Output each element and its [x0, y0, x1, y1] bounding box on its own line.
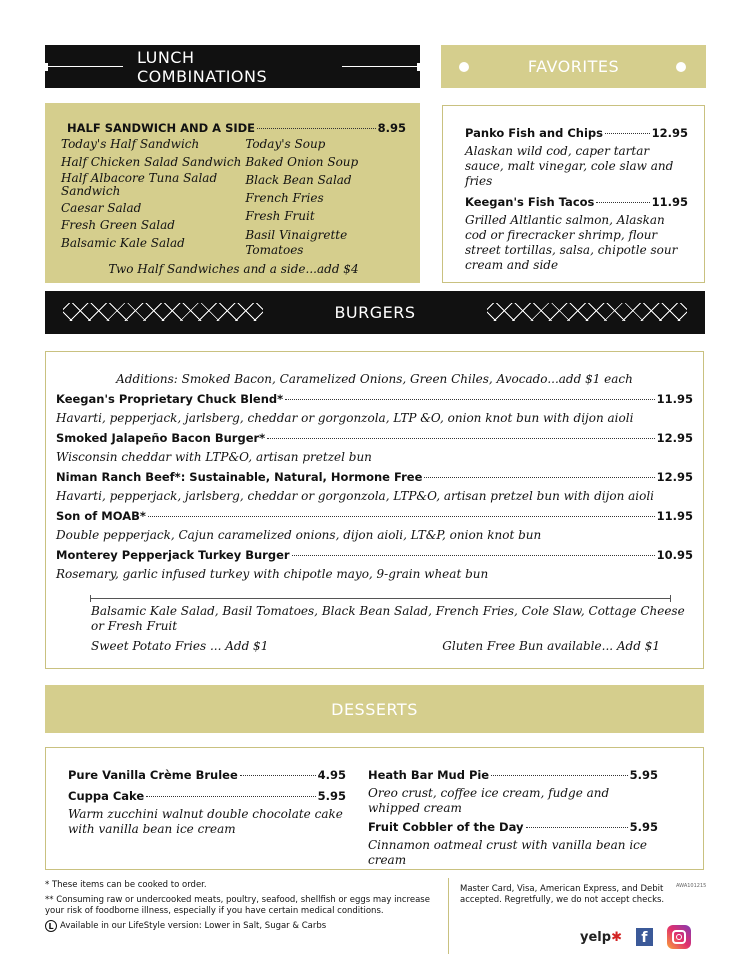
item-price: 12.95	[651, 126, 688, 140]
burgers-header	[45, 291, 705, 334]
item-description: Alaskan wild cod, caper tartar sauce, malt vinegar, cole slaw and fries	[465, 144, 674, 188]
item-name: Panko Fish and Chips	[465, 126, 603, 140]
item-name: Monterey Pepperjack Turkey Burger	[56, 548, 290, 562]
item-name: Fruit Cobbler of the Day	[368, 820, 524, 834]
menu-code: AWA101215	[676, 883, 707, 889]
item-description: Warm zucchini walnut double chocolate cake with vanilla bean ice cream	[68, 807, 343, 836]
item-price: 11.95	[656, 509, 693, 523]
lunch-right-list	[245, 137, 406, 258]
item-price: 5.95	[629, 820, 658, 834]
item-description: Oreo crust, coffee ice cream, fudge and whipped cream	[368, 786, 610, 815]
menu-item	[368, 820, 658, 834]
consumption-warning: ** Consuming raw or undercooked meats, poultry, seafood, shellfish or eggs may increase your risk of foodborne illness, especially if you have certain medical conditions.	[45, 895, 430, 916]
instagram-icon[interactable]	[667, 925, 691, 949]
item-price: 5.95	[317, 789, 346, 803]
item-name: Smoked Jalapeño Bacon Burger*	[56, 431, 266, 445]
list-item: Balsamic Kale Salad	[61, 235, 185, 250]
item-name: Son of MOAB*	[56, 509, 146, 523]
divider	[90, 598, 671, 599]
burger-item	[56, 470, 693, 484]
lunch-title: LUNCH COMBINATIONS	[137, 47, 268, 86]
favorites-header	[441, 45, 706, 88]
list-item: Half Chicken Salad Sandwich	[61, 154, 242, 169]
list-item: Fresh Fruit	[245, 209, 315, 223]
desserts-box	[45, 747, 704, 870]
burger-item	[56, 509, 693, 523]
item-description: Havarti, pepperjack, jarlsberg, cheddar or gorgonzola, LTP &O, onion knot bun with dijon aioli	[56, 411, 634, 425]
item-name: Pure Vanilla Crème Brulee	[68, 768, 238, 782]
item-description: Havarti, pepperjack, jarlsberg, cheddar or gorgonzola, LTP&O, artisan pretzel bun with dijon aioli	[56, 489, 655, 503]
facebook-icon[interactable]: f	[636, 928, 653, 946]
list-item: Today's Soup	[245, 137, 326, 151]
desserts-header	[45, 685, 704, 733]
desserts-right	[368, 768, 658, 869]
item-name: Keegan's Proprietary Chuck Blend*	[56, 392, 284, 406]
additions-note: Additions: Smoked Bacon, Caramelized Onions, Green Chiles, Avocado...add $1 each	[116, 372, 633, 386]
cross-ornament	[487, 303, 687, 321]
social-links	[580, 925, 691, 949]
favorites-box	[442, 105, 705, 283]
sides-list: Balsamic Kale Salad, Basil Tomatoes, Black Bean Salad, French Fries, Cole Slaw, Cottage Cheese or Fresh Fruit	[91, 604, 685, 633]
dot-icon	[459, 62, 469, 72]
item-description: Double pepperjack, Cajun caramelized onions, dijon aioli, LT&P, onion knot bun	[56, 528, 542, 542]
item-name: Niman Ranch Beef*: Sustainable, Natural, Hormone Free	[56, 470, 423, 484]
item-description: Grilled Altlantic salmon, Alaskan cod or firecracker shrimp, flour street tortillas, salsa, chipotle sour cream and side	[465, 213, 678, 272]
burger-item	[56, 392, 693, 406]
list-item: French Fries	[245, 191, 324, 205]
gluten-free-note: Gluten Free Bun available... Add $1	[442, 639, 660, 653]
item-price: 11.95	[656, 392, 693, 406]
item-description: Rosemary, garlic infused turkey with chipotle mayo, 9-grain wheat bun	[56, 567, 489, 581]
burger-item	[56, 548, 693, 562]
lunch-item	[67, 121, 406, 135]
list-item: Black Bean Salad	[245, 173, 352, 187]
item-price: 10.95	[656, 548, 693, 562]
item-price: 4.95	[317, 768, 346, 782]
cross-ornament	[63, 303, 263, 321]
ornament-line	[342, 63, 420, 71]
ornament-line	[45, 63, 123, 71]
lifestyle-note	[45, 920, 440, 932]
item-description: Wisconsin cheddar with LTP&O, artisan pretzel bun	[56, 450, 372, 464]
dot-icon	[676, 62, 686, 72]
lifestyle-text: Available in our LifeStyle version: Lower in Salt, Sugar & Carbs	[60, 920, 327, 931]
menu-item	[68, 789, 346, 803]
item-price: 5.95	[629, 768, 658, 782]
item-name: Cuppa Cake	[68, 789, 145, 803]
item-price: 12.95	[656, 470, 693, 484]
lunch-left-list	[61, 137, 245, 258]
item-price: 11.95	[651, 195, 688, 209]
lunch-note: Two Half Sandwiches and a side...add $4	[108, 262, 359, 276]
item-price: 8.95	[377, 121, 406, 135]
lunch-box	[45, 103, 420, 283]
sweet-potato-note: Sweet Potato Fries ... Add $1	[91, 639, 269, 653]
item-price: 12.95	[656, 431, 693, 445]
menu-item	[465, 126, 688, 140]
menu-item	[368, 768, 658, 782]
item-name: Heath Bar Mud Pie	[368, 768, 490, 782]
burger-list	[56, 392, 693, 582]
item-name: Keegan's Fish Tacos	[465, 195, 595, 209]
favorites-title: FAVORITES	[527, 57, 620, 76]
footer-divider	[448, 878, 449, 954]
lifestyle-icon: L	[45, 920, 57, 932]
list-item: Half Albacore Tuna Salad Sandwich	[61, 171, 218, 198]
burger-item	[56, 431, 693, 445]
yelp-icon[interactable]: yelp✱	[580, 929, 622, 945]
payment-note: Master Card, Visa, American Express, and Debit accepted. Regretfully, we do not accept checks.	[460, 884, 665, 905]
list-item: Fresh Green Salad	[61, 218, 175, 232]
item-name: HALF SANDWICH AND A SIDE	[67, 121, 256, 135]
lunch-header	[45, 45, 420, 88]
burgers-title: BURGERS	[334, 303, 416, 322]
desserts-title: DESSERTS	[331, 699, 418, 719]
list-item: Today's Half Sandwich	[61, 137, 200, 151]
item-description: Cinnamon oatmeal crust with vanilla bean ice cream	[368, 838, 648, 867]
list-item: Caesar Salad	[61, 200, 142, 215]
list-item: Basil Vinaigrette Tomatoes	[245, 228, 348, 257]
cooked-to-order-note: * These items can be cooked to order.	[45, 880, 207, 890]
desserts-left	[68, 768, 346, 869]
footer-notes	[45, 880, 440, 932]
menu-item	[68, 768, 346, 782]
list-item: Baked Onion Soup	[245, 155, 359, 169]
menu-item	[465, 195, 688, 209]
burgers-box	[45, 351, 704, 669]
yelp-label: yelp	[580, 929, 612, 945]
